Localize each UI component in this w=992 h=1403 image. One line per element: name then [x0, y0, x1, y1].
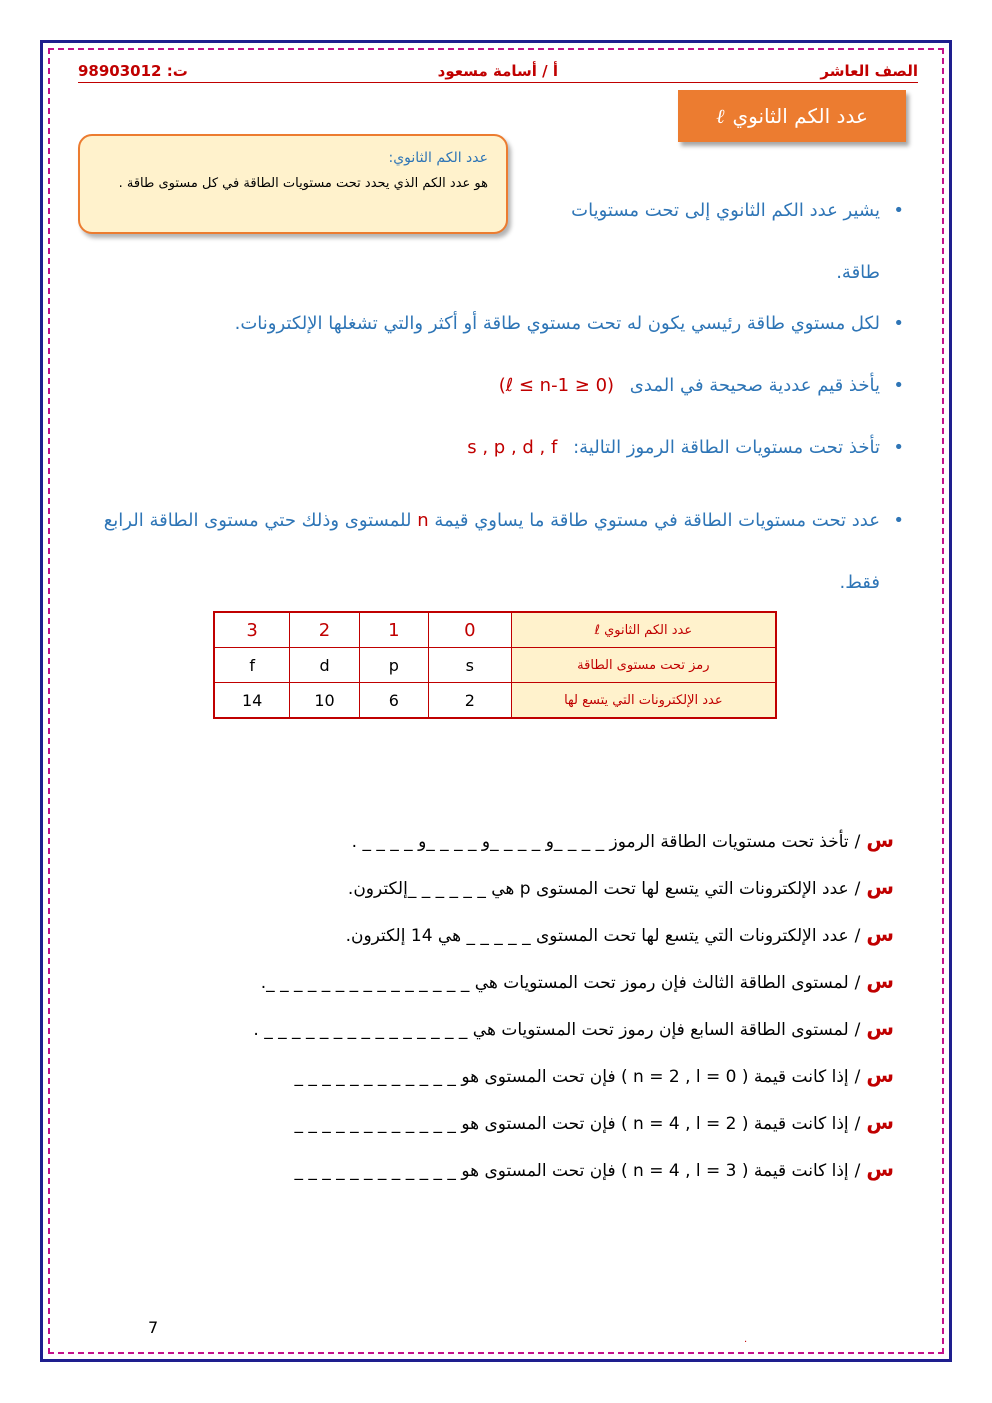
question-item: س/إذا كانت قيمة ( n = 4 , l = 3 ) فإن تحت المستوى هو _ _ _ _ _ _ _ _ _ _ _ _ — [294, 1157, 894, 1181]
question-item: س/تأخذ تحت مستويات الطاقة الرموز _ _ _ _و _ _ _ _و _ _ _ _و _ _ _ _ . — [351, 828, 894, 852]
bullet-item — [467, 428, 904, 468]
table-row-label: رمز تحت مستوى الطاقة — [511, 648, 776, 683]
page-number: 7 — [148, 1318, 159, 1337]
definition-title: عدد الكم الثانوي: — [388, 150, 488, 166]
question-item: س/إذا كانت قيمة ( n = 2 , l = 0 ) فإن تحت المستوى هو _ _ _ _ _ _ _ _ _ _ _ _ — [294, 1063, 894, 1087]
table-cell: 2 — [428, 683, 511, 719]
definition-text: هو عدد الكم الذي يحدد تحت مستويات الطاقة في كل مستوى طاقة . — [118, 176, 488, 191]
table-cell: d — [290, 648, 359, 683]
table-cell: p — [359, 648, 428, 683]
question-text: عدد الإلكترونات التي يتسع لها تحت المستوى _ _ _ _ _ هي 14 إلكترون. — [345, 926, 849, 946]
question-mark: س — [866, 1157, 894, 1181]
table-row-label: عدد الإلكترونات التي يتسع لها — [511, 683, 776, 719]
question-mark: س — [866, 1016, 894, 1040]
quantum-table — [213, 611, 777, 719]
question-item: س/لمستوى الطاقة السابع فإن رموز تحت المستويات هي _ _ _ _ _ _ _ _ _ _ _ _ _ _ _ . — [253, 1016, 894, 1040]
ell-symbol: ℓ — [716, 103, 725, 128]
table-cell: 3 — [214, 612, 290, 648]
header-phone: ت: 98903012 — [78, 62, 188, 80]
page-header — [78, 60, 918, 83]
bullet-item: • لكل مستوي طاقة رئيسي يكون له تحت مستوي طاقة أو أكثر والتي تشغلها الإلكترونات. — [235, 304, 904, 344]
bullet-text: للمستوى وذلك حتي مستوى الطاقة الرابع فقط. — [103, 510, 880, 593]
question-mark: س — [866, 969, 894, 993]
sublevel-symbols: s , p , d , f — [467, 437, 558, 458]
table-cell: s — [428, 648, 511, 683]
question-text: إذا كانت قيمة ( n = 4 , l = 3 ) فإن تحت المستوى هو _ _ _ _ _ _ _ _ _ _ _ _ — [294, 1161, 849, 1181]
n-symbol: n — [417, 510, 429, 531]
bullet-item: • يشير عدد الكم الثانوي إلى تحت مستويات طاقة. — [550, 180, 904, 304]
question-text: إذا كانت قيمة ( n = 4 , l = 2 ) فإن تحت المستوى هو _ _ _ _ _ _ _ _ _ _ _ _ — [294, 1114, 849, 1134]
range-expression: (0 ≤ ℓ ≤ n-1) — [498, 375, 615, 396]
table-row — [214, 648, 776, 683]
footer-mark: . — [744, 1334, 748, 1345]
table-cell: 6 — [359, 683, 428, 719]
question-item: س/عدد الإلكترونات التي يتسع لها تحت المستوى _ _ _ _ _ هي 14 إلكترون. — [345, 922, 894, 946]
definition-box — [78, 134, 508, 234]
question-mark: س — [866, 875, 894, 899]
table-cell: 1 — [359, 612, 428, 648]
table-cell: 0 — [428, 612, 511, 648]
question-text: إذا كانت قيمة ( n = 2 , l = 0 ) فإن تحت المستوى هو _ _ _ _ _ _ _ _ _ _ _ _ — [294, 1067, 849, 1087]
question-mark: س — [866, 828, 894, 852]
question-text: تأخذ تحت مستويات الطاقة الرموز _ _ _ _و _ _ _ _و _ _ _ _و _ _ _ _ . — [351, 832, 849, 852]
bullet-item — [100, 490, 904, 614]
table-cell: 2 — [290, 612, 359, 648]
question-text: لمستوى الطاقة الثالث فإن رموز تحت المستويات هي _ _ _ _ _ _ _ _ _ _ _ _ _ _ _. — [260, 973, 849, 993]
question-mark: س — [866, 1063, 894, 1087]
bullet-text: عدد تحت مستويات الطاقة في مستوي طاقة ما يساوي قيمة — [434, 510, 880, 531]
header-teacher: أ / أسامة مسعود — [437, 62, 558, 80]
table-cell: 14 — [214, 683, 290, 719]
bullet-text: يأخذ قيم عددية صحيحة في المدى — [629, 375, 880, 396]
question-mark: س — [866, 922, 894, 946]
question-text: لمستوى الطاقة السابع فإن رموز تحت المستويات هي _ _ _ _ _ _ _ _ _ _ _ _ _ _ _ . — [253, 1020, 849, 1040]
question-item: س/لمستوى الطاقة الثالث فإن رموز تحت المستويات هي _ _ _ _ _ _ _ _ _ _ _ _ _ _ _. — [260, 969, 894, 993]
question-mark: س — [866, 1110, 894, 1134]
question-item: س/إذا كانت قيمة ( n = 4 , l = 2 ) فإن تحت المستوى هو _ _ _ _ _ _ _ _ _ _ _ _ — [294, 1110, 894, 1134]
table-row-label: عدد الكم الثانوي ℓ — [511, 612, 776, 648]
section-title — [678, 90, 906, 142]
table-row — [214, 612, 776, 648]
section-title-text: عدد الكم الثانوي — [732, 104, 868, 128]
table-cell: 10 — [290, 683, 359, 719]
table-cell: f — [214, 648, 290, 683]
bullet-item — [499, 366, 904, 406]
header-grade: الصف العاشر — [820, 62, 918, 80]
bullet-text: تأخذ تحت مستويات الطاقة الرموز التالية: — [573, 437, 880, 458]
question-item: س/عدد الإلكترونات التي يتسع لها تحت المستوى p هي _ _ _ _ _ _إلكترون. — [347, 875, 894, 899]
question-text: عدد الإلكترونات التي يتسع لها تحت المستوى p هي _ _ _ _ _ _إلكترون. — [347, 879, 849, 899]
table-row — [214, 683, 776, 719]
